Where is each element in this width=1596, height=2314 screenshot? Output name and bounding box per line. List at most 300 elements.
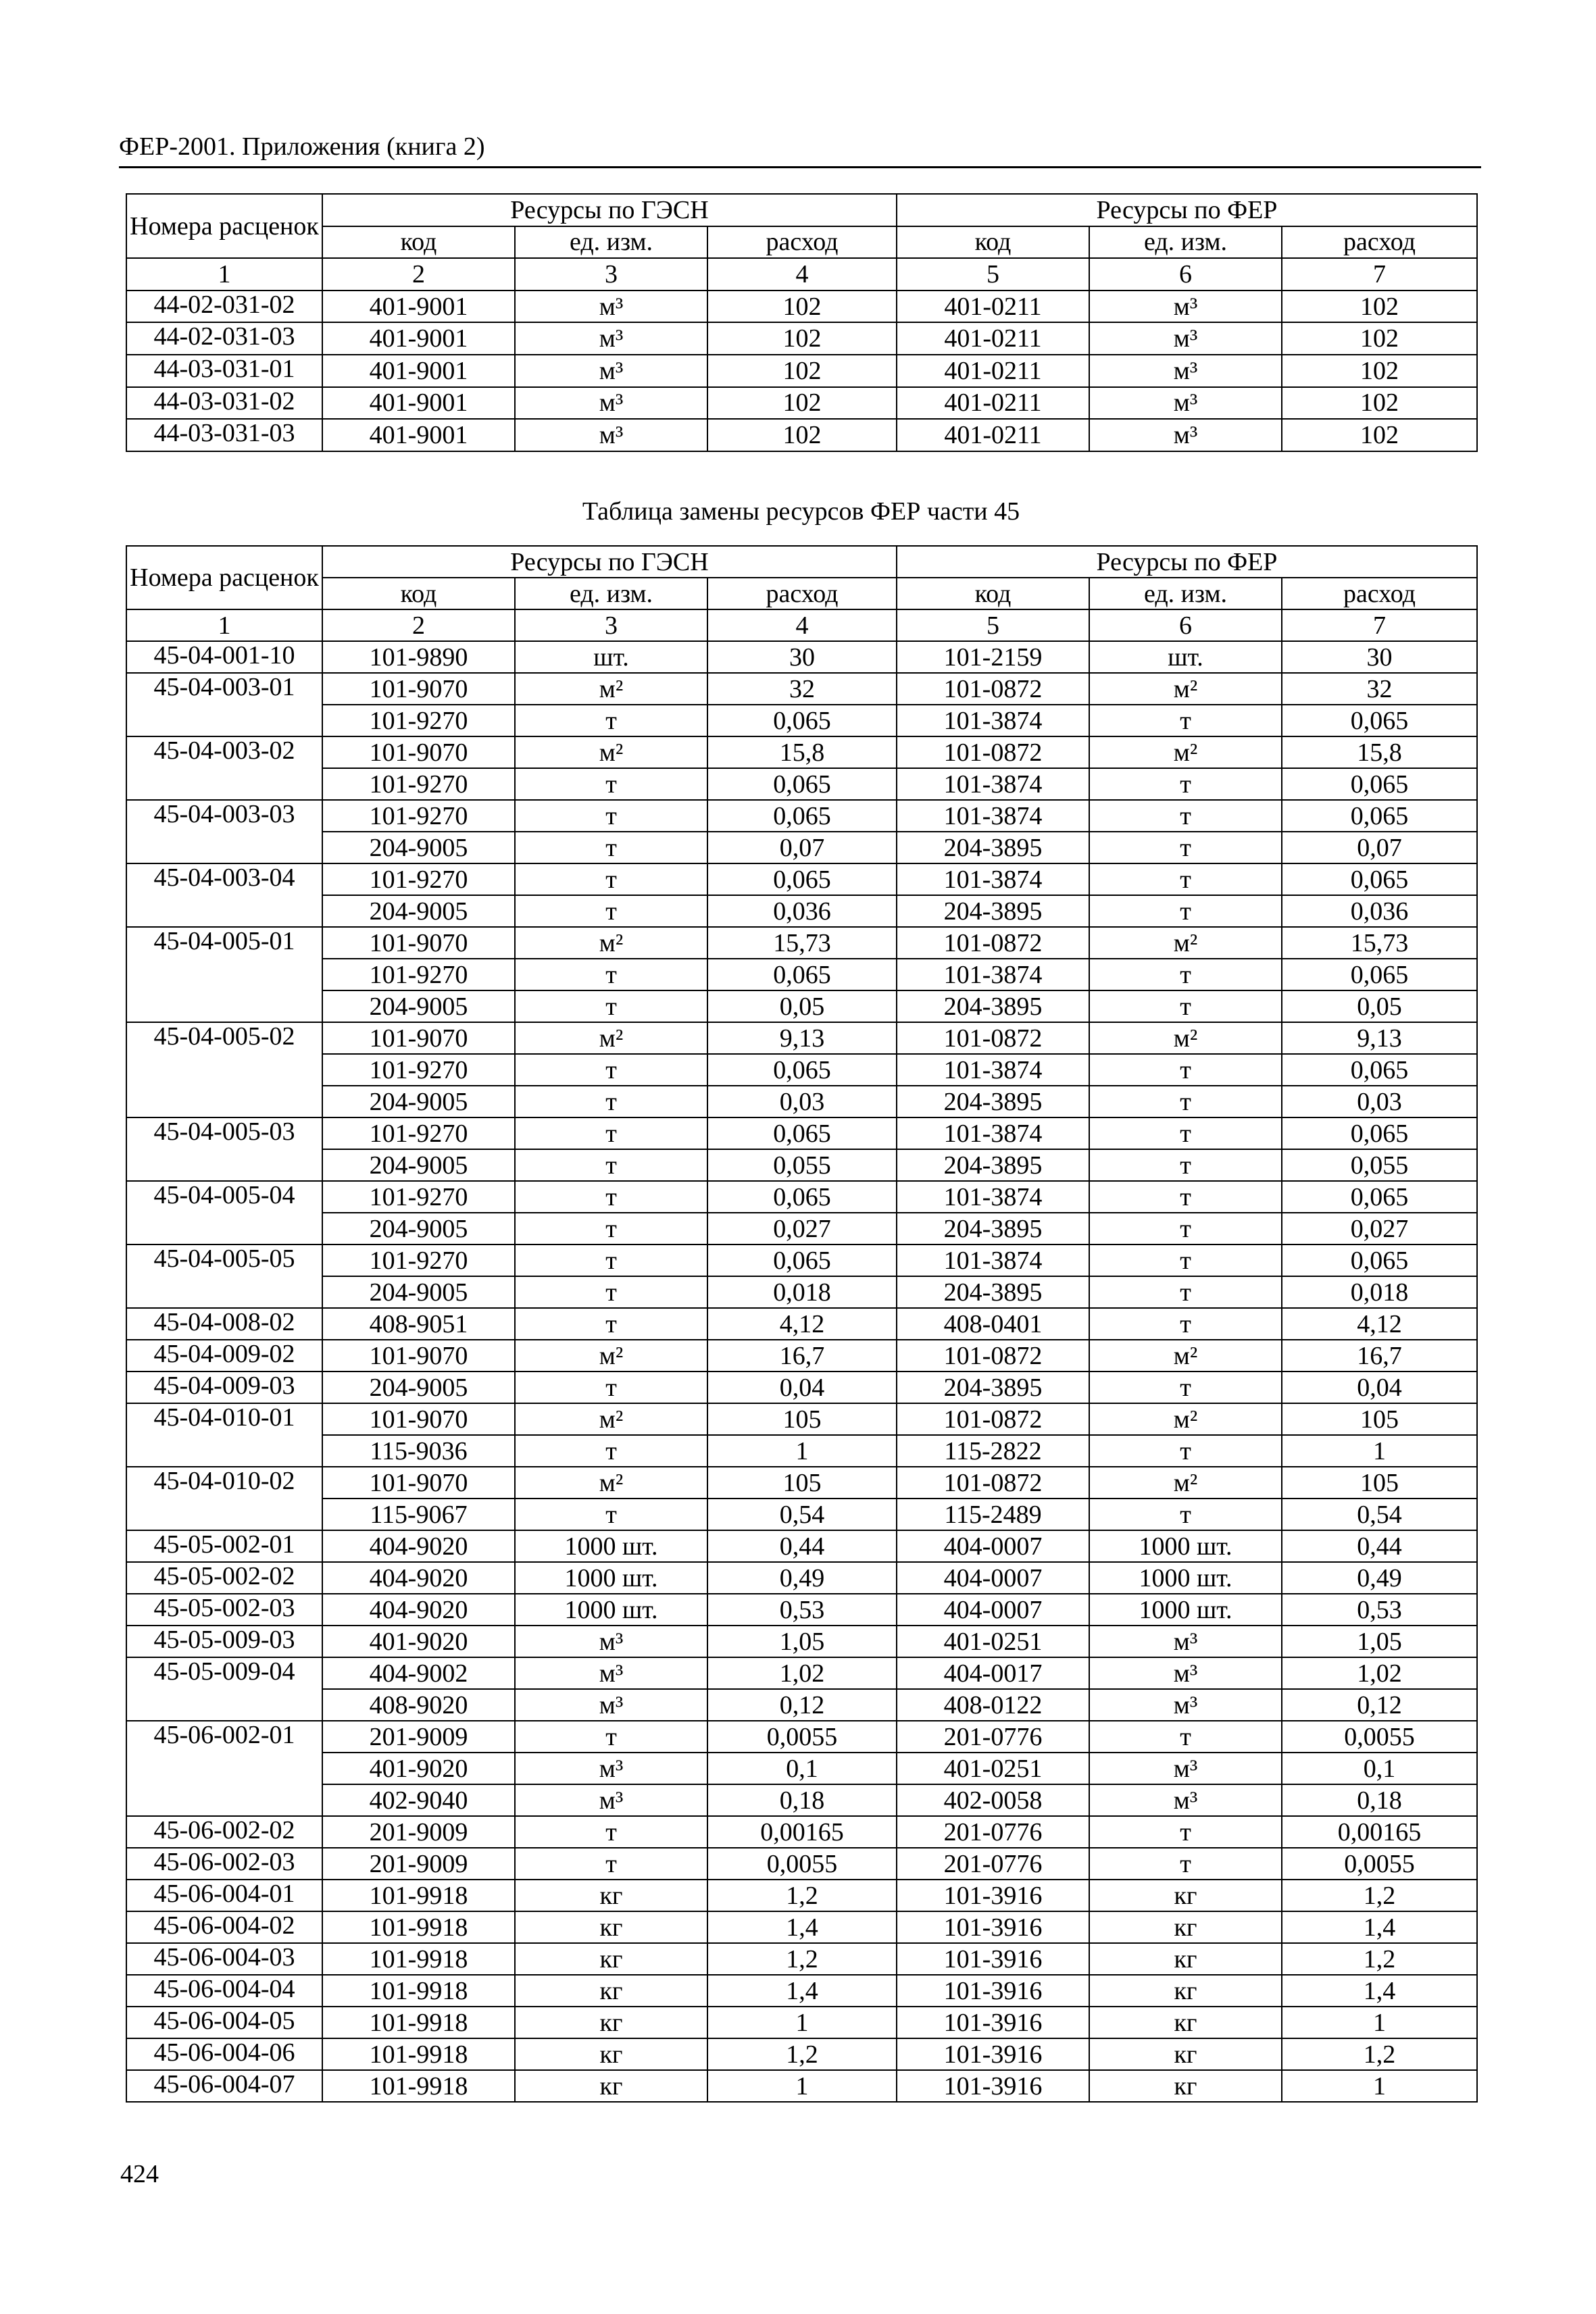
table-cell: м³: [1089, 1626, 1282, 1657]
table-cell: м³: [1089, 419, 1282, 451]
rate-number-cell: 45-04-003-04: [126, 863, 322, 927]
table-cell: 401-0211: [897, 387, 1089, 420]
column-number: 1: [126, 258, 322, 291]
table-cell: 0,07: [1282, 832, 1477, 863]
table-cell: кг: [515, 2038, 707, 2070]
table-cell: 30: [707, 641, 897, 673]
table-cell: 0,065: [1282, 863, 1477, 895]
header-row: [126, 546, 1477, 578]
table-cell: кг: [515, 1943, 707, 1975]
table-cell: 101-3874: [897, 863, 1089, 895]
table-row: [126, 291, 1477, 323]
table-cell: м³: [1089, 387, 1282, 420]
table-cell: кг: [515, 1975, 707, 2007]
header-gesn-label: Ресурсы по ГЭСН: [322, 194, 897, 226]
table-cell: 0,04: [1282, 1372, 1477, 1403]
table-cell: 204-9005: [322, 1372, 515, 1403]
table-cell: м²: [1089, 1467, 1282, 1499]
table-cell: 101-2159: [897, 641, 1089, 673]
table-cell: т: [1089, 1276, 1282, 1308]
table-row: [126, 832, 1477, 863]
rate-number-cell: 45-04-003-03: [126, 800, 322, 863]
table-cell: 101-9918: [322, 1943, 515, 1975]
table-cell: 0,055: [707, 1149, 897, 1181]
table-cell: 0,065: [707, 800, 897, 832]
table-cell: 1,4: [1282, 1911, 1477, 1943]
table-cell: 1,05: [707, 1626, 897, 1657]
table-cell: т: [515, 863, 707, 895]
table-cell: 408-0122: [897, 1689, 1089, 1721]
table-cell: 102: [707, 322, 897, 355]
column-number: 6: [1089, 258, 1282, 291]
column-number: 3: [515, 258, 707, 291]
table-cell: т: [515, 1435, 707, 1467]
table-cell: 101-9918: [322, 2070, 515, 2102]
table-row: [126, 1435, 1477, 1467]
table-cell: 0,03: [707, 1086, 897, 1117]
table-cell: 0,065: [707, 1054, 897, 1086]
table-row: [126, 1244, 1477, 1276]
table-cell: т: [1089, 832, 1282, 863]
table-cell: 0,03: [1282, 1086, 1477, 1117]
table-cell: 101-0872: [897, 736, 1089, 768]
table-cell: 204-9005: [322, 990, 515, 1022]
table-cell: т: [515, 1721, 707, 1753]
table-cell: м³: [515, 355, 707, 387]
table-cell: 101-9270: [322, 768, 515, 800]
table-cell: 0,1: [707, 1753, 897, 1784]
table-cell: 101-3916: [897, 2038, 1089, 2070]
table-cell: 101-3874: [897, 959, 1089, 990]
rate-number-cell: 44-02-031-03: [126, 322, 322, 355]
header-gesn-label: Ресурсы по ГЭСН: [322, 546, 897, 578]
table-cell: т: [515, 1181, 707, 1213]
table-row: [126, 1340, 1477, 1372]
table-cell: 101-9918: [322, 1975, 515, 2007]
table-cell: 101-3916: [897, 2070, 1089, 2102]
table-cell: 101-9270: [322, 959, 515, 990]
table-cell: 101-9070: [322, 1403, 515, 1435]
table-cell: 0,065: [707, 1117, 897, 1149]
table-cell: 102: [1282, 322, 1477, 355]
table-cell: 404-0007: [897, 1530, 1089, 1562]
table-cell: 16,7: [1282, 1340, 1477, 1372]
table-cell: 408-0401: [897, 1308, 1089, 1340]
table-cell: кг: [1089, 1880, 1282, 1911]
table-cell: т: [515, 895, 707, 927]
header-row: [126, 194, 1477, 226]
table-row: [126, 927, 1477, 959]
table-cell: т: [515, 832, 707, 863]
table-row: [126, 800, 1477, 832]
table-cell: 1000 шт.: [1089, 1530, 1282, 1562]
table-cell: 1,2: [1282, 1943, 1477, 1975]
table-cell: м³: [515, 419, 707, 451]
table-row: [126, 2007, 1477, 2038]
table-cell: 101-9270: [322, 705, 515, 736]
table-cell: 101-9890: [322, 641, 515, 673]
table-cell: 101-0872: [897, 1022, 1089, 1054]
table-cell: т: [515, 1149, 707, 1181]
table-cell: 0,065: [707, 863, 897, 895]
table-cell: т: [515, 1499, 707, 1530]
table-cell: т: [1089, 1054, 1282, 1086]
table-cell: 101-0872: [897, 927, 1089, 959]
table-cell: 401-9020: [322, 1753, 515, 1784]
table-cell: 0,05: [707, 990, 897, 1022]
table-cell: 1,2: [707, 1943, 897, 1975]
table-cell: 401-0211: [897, 322, 1089, 355]
table-cell: 401-9001: [322, 322, 515, 355]
table-cell: 101-3874: [897, 1181, 1089, 1213]
table-row: [126, 2038, 1477, 2070]
table-cell: 404-0007: [897, 1594, 1089, 1626]
table-cell: 401-9001: [322, 387, 515, 420]
rate-number-cell: 45-04-005-04: [126, 1181, 322, 1244]
table-cell: м²: [515, 1022, 707, 1054]
table-row: [126, 1308, 1477, 1340]
table-cell: 1,4: [707, 1911, 897, 1943]
table-cell: т: [1089, 863, 1282, 895]
table-row: [126, 1086, 1477, 1117]
table-cell: 101-0872: [897, 673, 1089, 705]
table-row: [126, 1657, 1477, 1689]
column-number: 2: [322, 258, 515, 291]
table-cell: 404-0007: [897, 1562, 1089, 1594]
table-row: [126, 1181, 1477, 1213]
table-cell: м³: [515, 322, 707, 355]
table-row: [126, 768, 1477, 800]
table-cell: м³: [1089, 322, 1282, 355]
table-cell: м³: [1089, 1657, 1282, 1689]
table-cell: 102: [707, 291, 897, 323]
table-cell: м³: [1089, 355, 1282, 387]
table-cell: 0,065: [1282, 1244, 1477, 1276]
table-cell: 401-9001: [322, 355, 515, 387]
table-row: [126, 673, 1477, 705]
table-cell: 401-0211: [897, 355, 1089, 387]
table-cell: 101-3874: [897, 1054, 1089, 1086]
table-cell: т: [515, 800, 707, 832]
table-cell: т: [1089, 1117, 1282, 1149]
table-cell: т: [515, 1117, 707, 1149]
table-cell: т: [1089, 1086, 1282, 1117]
table-cell: т: [1089, 768, 1282, 800]
table-row: [126, 1626, 1477, 1657]
table-cell: 204-9005: [322, 832, 515, 863]
table-cell: м²: [1089, 927, 1282, 959]
table-cell: 1,4: [707, 1975, 897, 2007]
table-cell: 0,036: [707, 895, 897, 927]
table-cell: м³: [515, 1657, 707, 1689]
table-cell: 0,00165: [1282, 1816, 1477, 1848]
table-cell: 0,065: [707, 1244, 897, 1276]
rate-number-cell: 45-05-009-04: [126, 1657, 322, 1721]
table-cell: 102: [1282, 355, 1477, 387]
table-cell: 101-3874: [897, 1244, 1089, 1276]
table-cell: 101-9918: [322, 2007, 515, 2038]
header-group-label: Номера расценок: [126, 546, 322, 609]
table-cell: 201-0776: [897, 1816, 1089, 1848]
table-cell: 401-0211: [897, 419, 1089, 451]
table-row: [126, 419, 1477, 451]
table-cell: 1,2: [1282, 1880, 1477, 1911]
table-cell: 1000 шт.: [515, 1594, 707, 1626]
table-row: [126, 1117, 1477, 1149]
table-cell: т: [515, 990, 707, 1022]
table-cell: 1: [707, 1435, 897, 1467]
table-cell: 15,73: [1282, 927, 1477, 959]
header-fer-label: Ресурсы по ФЕР: [897, 546, 1477, 578]
header-amount: расход: [1282, 578, 1477, 609]
rate-number-cell: 45-06-002-03: [126, 1848, 322, 1880]
table-cell: 201-0776: [897, 1848, 1089, 1880]
rate-number-cell: 45-06-004-07: [126, 2070, 322, 2102]
header-group-label: Номера расценок: [126, 194, 322, 258]
column-number: 3: [515, 609, 707, 641]
table-cell: 1,4: [1282, 1975, 1477, 2007]
header-row: [126, 578, 1477, 609]
header-code: код: [322, 226, 515, 259]
table-row: [126, 959, 1477, 990]
table-row: [126, 1816, 1477, 1848]
header-amount: расход: [707, 578, 897, 609]
rate-number-cell: 45-04-001-10: [126, 641, 322, 673]
table-cell: м²: [515, 1467, 707, 1499]
table-cell: т: [515, 1848, 707, 1880]
table-cell: м³: [515, 1784, 707, 1816]
column-number-row: [126, 258, 1477, 291]
table-cell: 0,0055: [1282, 1848, 1477, 1880]
table-row: [126, 1943, 1477, 1975]
table-row: [126, 705, 1477, 736]
table-cell: 1,2: [707, 1880, 897, 1911]
table-cell: 15,8: [707, 736, 897, 768]
table-cell: кг: [1089, 1975, 1282, 2007]
table-cell: т: [1089, 1721, 1282, 1753]
header-unit: ед. изм.: [1089, 578, 1282, 609]
rate-number-cell: 45-04-009-02: [126, 1340, 322, 1372]
table-cell: 408-9020: [322, 1689, 515, 1721]
table-cell: 32: [1282, 673, 1477, 705]
table-cell: 0,065: [1282, 959, 1477, 990]
header-code: код: [897, 226, 1089, 259]
table-cell: шт.: [1089, 641, 1282, 673]
table-cell: 101-9070: [322, 673, 515, 705]
table-cell: 0,065: [707, 1181, 897, 1213]
table-cell: м³: [515, 1753, 707, 1784]
table-cell: 105: [1282, 1467, 1477, 1499]
table-cell: 204-3895: [897, 1149, 1089, 1181]
table-cell: т: [1089, 1308, 1282, 1340]
table-cell: 0,065: [1282, 1181, 1477, 1213]
header-unit: ед. изм.: [1089, 226, 1282, 259]
table-cell: 0,00165: [707, 1816, 897, 1848]
table-cell: 101-9270: [322, 800, 515, 832]
table-row: [126, 1562, 1477, 1594]
table-cell: т: [515, 1308, 707, 1340]
table-cell: 0,065: [707, 768, 897, 800]
table-cell: т: [515, 705, 707, 736]
rate-number-cell: 45-05-002-02: [126, 1562, 322, 1594]
column-number: 7: [1282, 258, 1477, 291]
column-number: 2: [322, 609, 515, 641]
table-cell: т: [1089, 895, 1282, 927]
table-cell: 101-9918: [322, 2038, 515, 2070]
table-cell: 204-3895: [897, 1213, 1089, 1244]
table-cell: кг: [515, 2007, 707, 2038]
table-cell: т: [1089, 1816, 1282, 1848]
table-row: [126, 1975, 1477, 2007]
header-fer-label: Ресурсы по ФЕР: [897, 194, 1477, 226]
table-cell: 0,05: [1282, 990, 1477, 1022]
table-cell: 0,065: [1282, 800, 1477, 832]
table-row: [126, 1753, 1477, 1784]
table-row: [126, 322, 1477, 355]
table-cell: 101-9270: [322, 1117, 515, 1149]
table-cell: 101-0872: [897, 1340, 1089, 1372]
table-cell: 1000 шт.: [515, 1530, 707, 1562]
table-cell: 401-9001: [322, 291, 515, 323]
table-cell: 102: [707, 387, 897, 420]
header-unit: ед. изм.: [515, 578, 707, 609]
table-cell: 201-9009: [322, 1721, 515, 1753]
table-cell: 0,0055: [707, 1848, 897, 1880]
table-row: [126, 895, 1477, 927]
table-cell: 204-9005: [322, 1276, 515, 1308]
table-cell: м²: [515, 673, 707, 705]
table-cell: 204-9005: [322, 1149, 515, 1181]
table-cell: 0,018: [707, 1276, 897, 1308]
table-row: [126, 2070, 1477, 2102]
table-row: [126, 1403, 1477, 1435]
table-cell: 9,13: [1282, 1022, 1477, 1054]
table-cell: 0,027: [707, 1213, 897, 1244]
table-cell: 204-3895: [897, 990, 1089, 1022]
table-cell: 0,49: [707, 1562, 897, 1594]
table-cell: 0,54: [707, 1499, 897, 1530]
table-cell: 0,12: [1282, 1689, 1477, 1721]
table-row: [126, 1213, 1477, 1244]
table-cell: м²: [515, 736, 707, 768]
table-row: [126, 641, 1477, 673]
table-cell: 0,065: [1282, 1054, 1477, 1086]
table-cell: 1: [707, 2007, 897, 2038]
table-cell: т: [515, 1086, 707, 1117]
table-cell: 201-9009: [322, 1848, 515, 1880]
table-cell: 101-9270: [322, 863, 515, 895]
table-cell: 404-0017: [897, 1657, 1089, 1689]
table-cell: 401-0251: [897, 1753, 1089, 1784]
table-row: [126, 1022, 1477, 1054]
table-cell: 402-0058: [897, 1784, 1089, 1816]
table-cell: 401-9001: [322, 419, 515, 451]
table-cell: 101-9918: [322, 1911, 515, 1943]
table-cell: 204-3895: [897, 1372, 1089, 1403]
table-cell: м³: [515, 387, 707, 420]
table-row: [126, 990, 1477, 1022]
table-cell: м³: [515, 291, 707, 323]
rate-number-cell: 44-03-031-01: [126, 355, 322, 387]
table-cell: 1000 шт.: [1089, 1562, 1282, 1594]
rate-number-cell: 45-04-005-05: [126, 1244, 322, 1308]
table-cell: 0,065: [1282, 768, 1477, 800]
header-amount: расход: [707, 226, 897, 259]
table-cell: 101-0872: [897, 1403, 1089, 1435]
table-cell: 401-9020: [322, 1626, 515, 1657]
table-row: [126, 1054, 1477, 1086]
table-row: [126, 736, 1477, 768]
table-cell: 204-3895: [897, 1086, 1089, 1117]
table-cell: м²: [1089, 736, 1282, 768]
table-cell: 101-9070: [322, 927, 515, 959]
table-cell: м³: [1089, 1753, 1282, 1784]
page-header-title: ФЕР-2001. Приложения (книга 2): [119, 132, 485, 161]
table-row: [126, 1784, 1477, 1816]
table-row: [126, 1149, 1477, 1181]
header-code: код: [897, 578, 1089, 609]
table-cell: т: [1089, 705, 1282, 736]
table-cell: 105: [707, 1403, 897, 1435]
table-row: [126, 1689, 1477, 1721]
table-cell: 101-3874: [897, 768, 1089, 800]
table-cell: 101-3916: [897, 1911, 1089, 1943]
table-cell: т: [1089, 1435, 1282, 1467]
table-cell: 30: [1282, 641, 1477, 673]
table-cell: 204-3895: [897, 1276, 1089, 1308]
header-rule: [119, 166, 1481, 168]
column-number: 5: [897, 258, 1089, 291]
table-cell: 0,53: [707, 1594, 897, 1626]
table-row: [126, 1880, 1477, 1911]
table-cell: 1000 шт.: [515, 1562, 707, 1594]
table-cell: м²: [1089, 1403, 1282, 1435]
table-cell: 101-9070: [322, 1467, 515, 1499]
table-cell: 0,027: [1282, 1213, 1477, 1244]
table-cell: 204-3895: [897, 832, 1089, 863]
table-cell: 102: [707, 419, 897, 451]
column-number: 6: [1089, 609, 1282, 641]
table-cell: 204-9005: [322, 1213, 515, 1244]
table-cell: 1,02: [1282, 1657, 1477, 1689]
table-cell: 201-0776: [897, 1721, 1089, 1753]
table-cell: 204-9005: [322, 895, 515, 927]
table-cell: 15,73: [707, 927, 897, 959]
rate-number-cell: 45-06-004-06: [126, 2038, 322, 2070]
column-number-row: [126, 609, 1477, 641]
table-cell: 1000 шт.: [1089, 1594, 1282, 1626]
header-code: код: [322, 578, 515, 609]
table-cell: 0,0055: [707, 1721, 897, 1753]
table-cell: 0,18: [707, 1784, 897, 1816]
table-cell: 201-9009: [322, 1816, 515, 1848]
table-cell: т: [515, 959, 707, 990]
table-cell: 1: [1282, 1435, 1477, 1467]
table-cell: м²: [515, 1403, 707, 1435]
table-cell: м³: [1089, 1689, 1282, 1721]
header-unit: ед. изм.: [515, 226, 707, 259]
table-cell: 0,54: [1282, 1499, 1477, 1530]
table-cell: 1: [1282, 2007, 1477, 2038]
column-number: 4: [707, 258, 897, 291]
table-cell: т: [1089, 1244, 1282, 1276]
table-cell: т: [515, 1213, 707, 1244]
table-cell: т: [515, 1244, 707, 1276]
table-cell: 101-9918: [322, 1880, 515, 1911]
table-cell: 105: [707, 1467, 897, 1499]
table-cell: 402-9040: [322, 1784, 515, 1816]
resource-table-45: [126, 545, 1478, 2103]
